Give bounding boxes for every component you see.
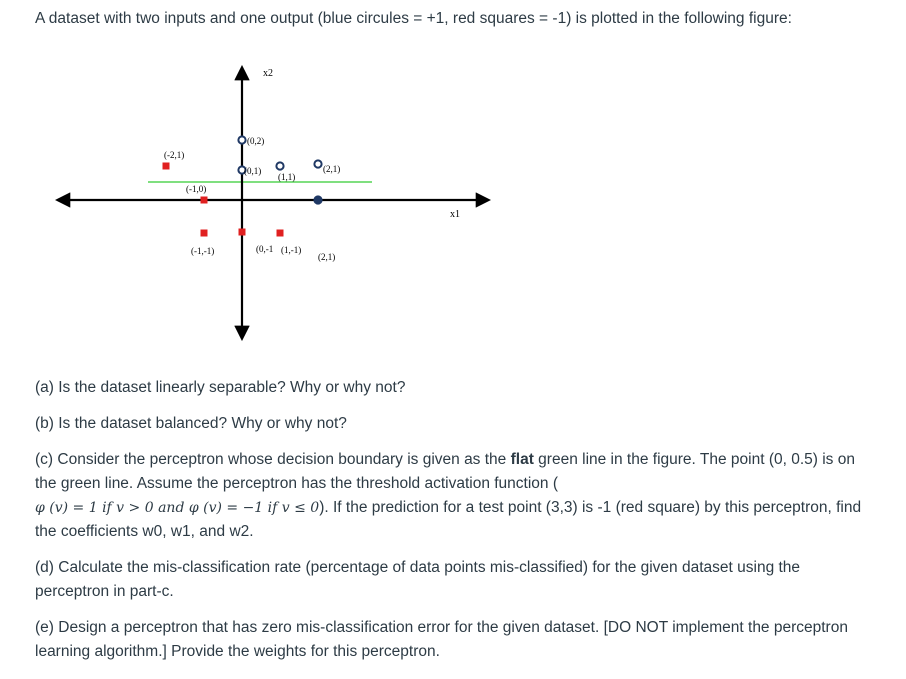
point-1-1-8-label: (1,-1) [281,245,302,255]
point-neg10-5-marker [201,197,208,204]
point-neg21-4-marker [163,163,170,170]
point-01-1-label: (0,1) [244,166,262,176]
intro-text: A dataset with two inputs and one output (blue circules = +1, red squares = -1) is plotted in the following figure: [35,10,792,27]
point-11-2-marker [276,162,283,169]
point-21-3-label: (2,1) [323,164,341,174]
point-0-1-7-marker [239,229,246,236]
activation-formula: φ (v) = 1 if v > 0 and φ (v) = −1 if v ≤ 0 [35,500,320,516]
point-21-3-marker [314,160,321,167]
question-c-rest: ). If the prediction for a test point (3,3) is -1 (red square) by this perceptron, find the coefficients w0, w1, and w2. [35,499,862,540]
point-neg10-5-label: (-1,0) [186,184,207,194]
question-a: (a) Is the dataset linearly separable? Why or why not? [35,379,406,396]
question-d: (d) Calculate the mis-classification rate (percentage of data points mis-classified) for the given dataset using the perceptron in part-c. [35,559,801,600]
questions [35,376,875,676]
point-0-1-7-label: (0,-1 [256,244,274,254]
point-neg1-1-6-marker [201,230,208,237]
x2-axis-label: x2 [263,68,273,79]
point-21-9-marker [314,196,321,203]
question-c-text: green line in the figure. The point (0, 0.5) is on the green line. Assume the perceptron has the threshold activation function ( [35,451,855,492]
point-02-0-label: (0,2) [247,136,265,146]
question-b: (b) Is the dataset balanced? Why or why not? [35,415,347,432]
point-21-9-label: (2,1) [318,252,336,262]
question-c-bold: flat [510,451,534,468]
question-c-intro: (c) Consider the perceptron whose decision boundary is given as the [35,451,507,468]
question-e: (e) Design a perceptron that has zero mis-classification error for the given dataset. [DO NOT implement the perceptron learning algorithm.] Provide the weights for this perceptron. [35,619,848,660]
x1-axis-label: x1 [450,209,460,220]
point-02-0-marker [238,136,245,143]
point-neg1-1-6-label: (-1,-1) [191,246,215,256]
point-neg21-4-label: (-2,1) [164,150,185,160]
figure-svg [50,56,500,346]
point-11-2-label: (1,1) [278,172,296,182]
scatter-figure [50,56,500,346]
question-c [35,448,875,544]
point-1-1-8-marker [277,230,284,237]
